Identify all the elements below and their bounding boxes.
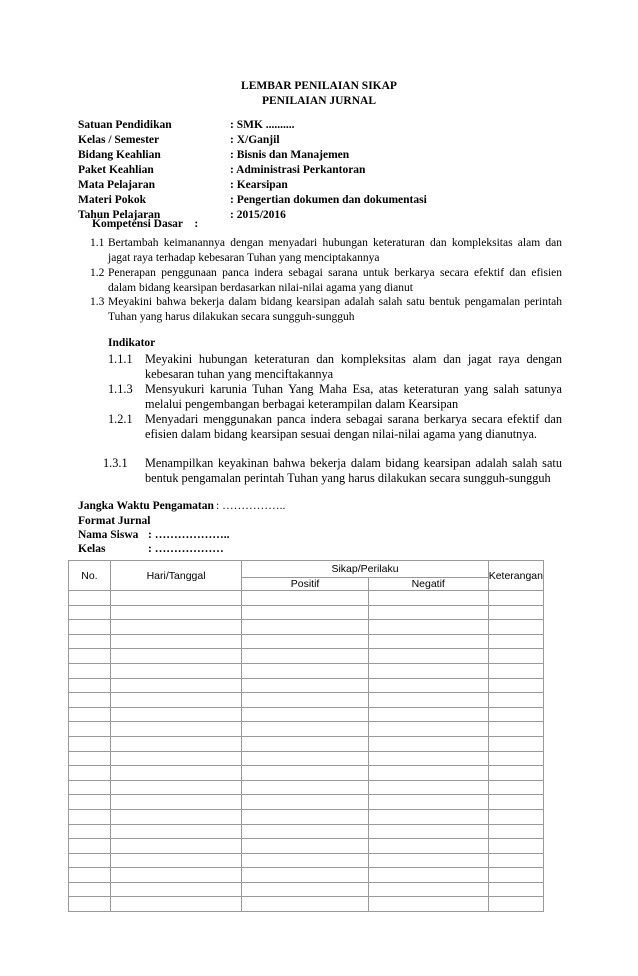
- table-cell-keterangan[interactable]: [488, 722, 543, 737]
- table-cell-negatif[interactable]: [368, 663, 488, 678]
- nama-siswa-value: : ………………..: [148, 529, 230, 541]
- table-cell-positif[interactable]: [242, 693, 368, 708]
- indikator-text: Menyadari menggunakan panca indera sebagai sarana berkarya secara efektif dan efisien dalam bidang kearsipan sesuai dengan nilai-nilai agama yang dianutnya.: [145, 412, 562, 441]
- indikator-number: 1.1.1: [108, 352, 133, 366]
- format-jurnal-label: Format Jurnal: [78, 515, 151, 527]
- table-cell-hari-tanggal[interactable]: [110, 663, 242, 678]
- kompetensi-number: 1.2: [90, 267, 105, 279]
- table-cell-no[interactable]: [69, 882, 111, 897]
- table-row: [69, 678, 544, 693]
- table-cell-keterangan[interactable]: [488, 766, 543, 781]
- table-cell-hari-tanggal[interactable]: [110, 766, 242, 781]
- table-cell-negatif[interactable]: [368, 766, 488, 781]
- column-header-positif: Positif: [242, 578, 368, 591]
- info-value: : SMK ..........: [230, 119, 295, 131]
- table-cell-positif[interactable]: [242, 839, 368, 854]
- table-cell-positif[interactable]: [242, 649, 368, 664]
- table-row: [69, 751, 544, 766]
- kompetensi-number: 1.3: [90, 296, 105, 308]
- table-row: [69, 824, 544, 839]
- kelas-value: : ………………: [148, 543, 224, 555]
- info-label: Paket Keahlian: [78, 164, 154, 176]
- table-cell-negatif[interactable]: [368, 591, 488, 606]
- table-row: [69, 605, 544, 620]
- info-value: : 2015/2016: [230, 209, 286, 221]
- table-cell-keterangan[interactable]: [488, 853, 543, 868]
- table-cell-hari-tanggal[interactable]: [110, 605, 242, 620]
- table-cell-positif[interactable]: [242, 736, 368, 751]
- table-row: [69, 707, 544, 722]
- table-cell-negatif[interactable]: [368, 620, 488, 635]
- journal-table-body: [69, 591, 544, 912]
- indikator-item: [108, 382, 562, 412]
- table-cell-hari-tanggal[interactable]: [110, 780, 242, 795]
- jangka-waktu-value: : ……………..: [216, 500, 286, 512]
- table-cell-keterangan[interactable]: [488, 839, 543, 854]
- table-cell-negatif[interactable]: [368, 634, 488, 649]
- table-cell-keterangan[interactable]: [488, 868, 543, 883]
- table-cell-positif[interactable]: [242, 634, 368, 649]
- table-cell-no[interactable]: [69, 809, 111, 824]
- table-cell-negatif[interactable]: [368, 693, 488, 708]
- table-cell-positif[interactable]: [242, 605, 368, 620]
- table-cell-negatif[interactable]: [368, 649, 488, 664]
- table-cell-hari-tanggal[interactable]: [110, 882, 242, 897]
- table-cell-negatif[interactable]: [368, 605, 488, 620]
- table-cell-positif[interactable]: [242, 809, 368, 824]
- kompetensi-item: [90, 236, 562, 265]
- column-header-keterangan: Keterangan: [488, 561, 543, 591]
- kompetensi-text: Bertambah keimanannya dengan menyadari hubungan keteraturan dan kompleksitas alam dan jagat raya terhadap kebesaran Tuhan yang menciptakannya: [108, 237, 562, 264]
- info-label: Satuan Pendidikan: [78, 119, 172, 131]
- indikator-heading: Indikator: [108, 337, 156, 349]
- table-cell-no[interactable]: [69, 751, 111, 766]
- table-cell-positif[interactable]: [242, 722, 368, 737]
- table-cell-keterangan[interactable]: [488, 649, 543, 664]
- table-cell-positif[interactable]: [242, 678, 368, 693]
- table-cell-hari-tanggal[interactable]: [110, 591, 242, 606]
- table-cell-no[interactable]: [69, 824, 111, 839]
- table-cell-no[interactable]: [69, 780, 111, 795]
- table-cell-no[interactable]: [69, 663, 111, 678]
- table-cell-negatif[interactable]: [368, 897, 488, 912]
- table-cell-negatif[interactable]: [368, 707, 488, 722]
- table-cell-no[interactable]: [69, 722, 111, 737]
- indikator-item: [103, 456, 562, 486]
- table-cell-positif[interactable]: [242, 882, 368, 897]
- table-cell-hari-tanggal[interactable]: [110, 853, 242, 868]
- info-label: Bidang Keahlian: [78, 149, 161, 161]
- table-cell-no[interactable]: [69, 736, 111, 751]
- table-cell-positif[interactable]: [242, 780, 368, 795]
- column-header-hari-tanggal: Hari/Tanggal: [110, 561, 242, 591]
- table-cell-negatif[interactable]: [368, 853, 488, 868]
- table-cell-keterangan[interactable]: [488, 780, 543, 795]
- table-cell-positif[interactable]: [242, 795, 368, 810]
- table-row: [69, 693, 544, 708]
- table-cell-no[interactable]: [69, 868, 111, 883]
- table-cell-keterangan[interactable]: [488, 736, 543, 751]
- table-cell-negatif[interactable]: [368, 809, 488, 824]
- table-cell-positif[interactable]: [242, 897, 368, 912]
- info-label: Mata Pelajaran: [78, 179, 155, 191]
- table-cell-keterangan[interactable]: [488, 882, 543, 897]
- table-row: [69, 591, 544, 606]
- nama-siswa-label: Nama Siswa: [78, 529, 139, 541]
- table-cell-no[interactable]: [69, 678, 111, 693]
- table-cell-hari-tanggal[interactable]: [110, 693, 242, 708]
- table-cell-no[interactable]: [69, 649, 111, 664]
- table-cell-hari-tanggal[interactable]: [110, 707, 242, 722]
- table-cell-hari-tanggal[interactable]: [110, 795, 242, 810]
- table-cell-positif[interactable]: [242, 853, 368, 868]
- kelas-label: Kelas: [78, 543, 106, 555]
- table-row: [69, 897, 544, 912]
- table-cell-keterangan[interactable]: [488, 809, 543, 824]
- table-cell-hari-tanggal[interactable]: [110, 809, 242, 824]
- table-cell-hari-tanggal[interactable]: [110, 824, 242, 839]
- table-cell-positif[interactable]: [242, 591, 368, 606]
- table-cell-hari-tanggal[interactable]: [110, 620, 242, 635]
- indikator-text: Meyakini hubungan keteraturan dan kompleksitas alam dan jagat raya dengan kebesaran tuhan yang menciftakannya: [145, 352, 562, 381]
- table-cell-negatif[interactable]: [368, 751, 488, 766]
- table-cell-hari-tanggal[interactable]: [110, 897, 242, 912]
- table-cell-keterangan[interactable]: [488, 707, 543, 722]
- table-row: [69, 766, 544, 781]
- table-cell-hari-tanggal[interactable]: [110, 868, 242, 883]
- jangka-waktu-label: Jangka Waktu Pengamatan: [78, 500, 214, 512]
- table-row: [69, 649, 544, 664]
- table-cell-keterangan[interactable]: [488, 795, 543, 810]
- column-header-sikap-perilaku: Sikap/Perilaku: [242, 561, 488, 578]
- indikator-item: [108, 412, 562, 442]
- info-value: : Pengertian dokumen dan dokumentasi: [230, 194, 427, 206]
- table-row: [69, 839, 544, 854]
- table-cell-negatif[interactable]: [368, 780, 488, 795]
- table-cell-keterangan[interactable]: [488, 693, 543, 708]
- table-cell-negatif[interactable]: [368, 736, 488, 751]
- table-cell-keterangan[interactable]: [488, 605, 543, 620]
- table-cell-positif[interactable]: [242, 824, 368, 839]
- journal-table: [68, 560, 544, 912]
- info-value: : Bisnis dan Manajemen: [230, 149, 350, 161]
- table-row: [69, 736, 544, 751]
- info-label: Tahun Pelajaran: [78, 209, 161, 221]
- table-cell-hari-tanggal[interactable]: [110, 751, 242, 766]
- table-cell-no[interactable]: [69, 605, 111, 620]
- table-cell-positif[interactable]: [242, 751, 368, 766]
- table-cell-keterangan[interactable]: [488, 591, 543, 606]
- table-cell-keterangan[interactable]: [488, 897, 543, 912]
- table-row: [69, 882, 544, 897]
- table-cell-keterangan[interactable]: [488, 824, 543, 839]
- table-cell-no[interactable]: [69, 634, 111, 649]
- table-cell-hari-tanggal[interactable]: [110, 722, 242, 737]
- table-cell-no[interactable]: [69, 853, 111, 868]
- table-cell-negatif[interactable]: [368, 795, 488, 810]
- table-cell-positif[interactable]: [242, 868, 368, 883]
- form-subtitle: PENILAIAN JURNAL: [261, 95, 377, 107]
- table-cell-keterangan[interactable]: [488, 678, 543, 693]
- info-value: : Administrasi Perkantoran: [230, 164, 366, 176]
- kompetensi-heading: Kompetensi Dasar :: [92, 218, 199, 230]
- table-row: [69, 663, 544, 678]
- table-cell-positif[interactable]: [242, 663, 368, 678]
- info-label: Materi Pokok: [78, 194, 147, 206]
- table-row: [69, 634, 544, 649]
- kompetensi-number: 1.1: [90, 237, 105, 249]
- table-cell-negatif[interactable]: [368, 824, 488, 839]
- table-cell-positif[interactable]: [242, 707, 368, 722]
- table-cell-no[interactable]: [69, 766, 111, 781]
- table-row: [69, 722, 544, 737]
- indikator-number: 1.2.1: [108, 412, 133, 426]
- kompetensi-text: Penerapan penggunaan panca indera sebagai sarana untuk berkarya secara efektif dan efisien dalam bidang kearsipan berdasarkan nilai-nilai agama yang dianut: [108, 267, 562, 294]
- table-cell-keterangan[interactable]: [488, 751, 543, 766]
- table-cell-no[interactable]: [69, 693, 111, 708]
- indikator-number: 1.1.3: [108, 382, 133, 396]
- table-cell-no[interactable]: [69, 795, 111, 810]
- indikator-text: Mensyukuri karunia Tuhan Yang Maha Esa, atas keteraturan yang salah satunya melalui pengembangan berbagai keterampilan dalam Kearsipan: [145, 382, 562, 411]
- info-label: Kelas / Semester: [78, 134, 160, 146]
- table-cell-no[interactable]: [69, 897, 111, 912]
- kompetensi-text: Meyakini bahwa bekerja dalam bidang kearsipan adalah salah satu bentuk pengamalan perintah Tuhan yang harus dilakukan secara sungguh-sungguh: [108, 296, 562, 323]
- indikator-item: [108, 352, 562, 382]
- table-cell-hari-tanggal[interactable]: [110, 839, 242, 854]
- table-row: [69, 620, 544, 635]
- table-cell-negatif[interactable]: [368, 882, 488, 897]
- table-cell-negatif[interactable]: [368, 868, 488, 883]
- table-cell-hari-tanggal[interactable]: [110, 649, 242, 664]
- table-cell-negatif[interactable]: [368, 678, 488, 693]
- indikator-text: Menampilkan keyakinan bahwa bekerja dalam bidang kearsipan adalah salah satu bentuk pengamalan perintah Tuhan yang harus dilakukan secara sungguh-sungguh: [145, 456, 562, 485]
- column-header-negatif: Negatif: [368, 578, 488, 591]
- table-cell-positif[interactable]: [242, 620, 368, 635]
- table-row: [69, 780, 544, 795]
- table-cell-hari-tanggal[interactable]: [110, 678, 242, 693]
- table-cell-no[interactable]: [69, 620, 111, 635]
- column-header-no: No.: [69, 561, 111, 591]
- table-cell-no[interactable]: [69, 707, 111, 722]
- table-row: [69, 853, 544, 868]
- info-value: : Kearsipan: [230, 179, 288, 191]
- kompetensi-item: [90, 266, 562, 295]
- table-cell-positif[interactable]: [242, 766, 368, 781]
- table-row: [69, 868, 544, 883]
- table-cell-hari-tanggal[interactable]: [110, 736, 242, 751]
- table-cell-keterangan[interactable]: [488, 620, 543, 635]
- table-cell-negatif[interactable]: [368, 722, 488, 737]
- table-cell-no[interactable]: [69, 839, 111, 854]
- table-cell-keterangan[interactable]: [488, 634, 543, 649]
- form-title: LEMBAR PENILAIAN SIKAP: [241, 80, 397, 92]
- indikator-number: 1.3.1: [103, 456, 128, 470]
- kompetensi-item: [90, 295, 562, 324]
- info-value: : X/Ganjil: [230, 134, 280, 146]
- table-row: [69, 809, 544, 824]
- table-row: [69, 795, 544, 810]
- table-cell-hari-tanggal[interactable]: [110, 634, 242, 649]
- table-cell-negatif[interactable]: [368, 839, 488, 854]
- table-cell-no[interactable]: [69, 591, 111, 606]
- table-cell-keterangan[interactable]: [488, 663, 543, 678]
